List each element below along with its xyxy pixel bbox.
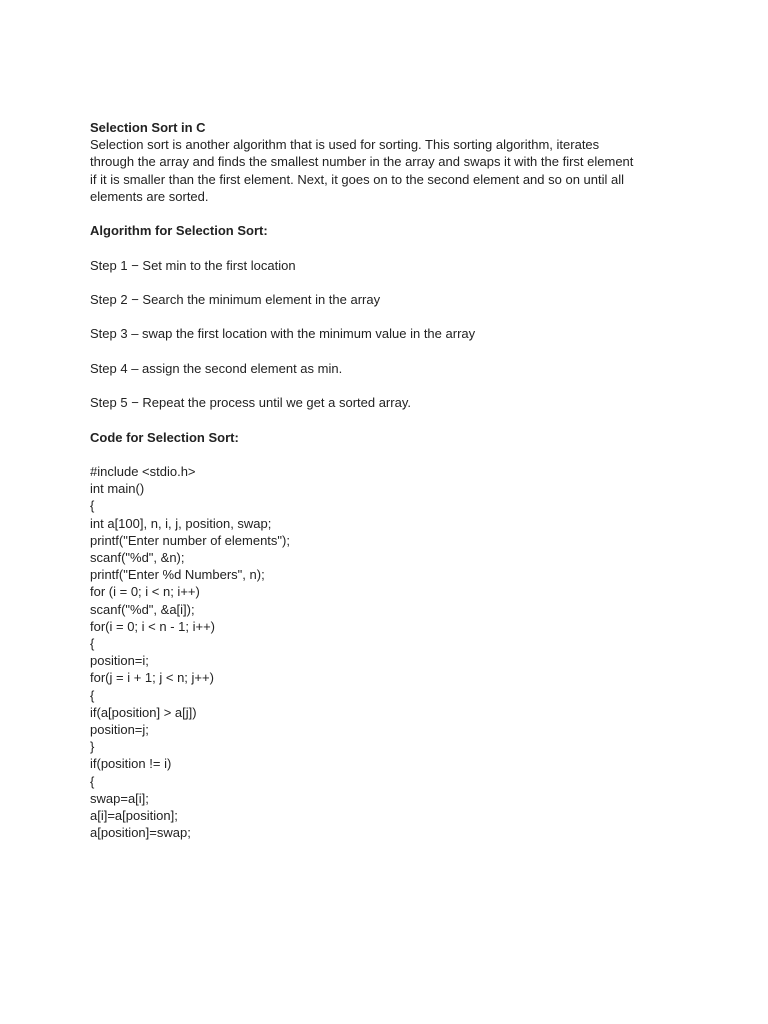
intro-line: if it is smaller than the first element. Next, it goes on to the second element and so on until all [90,171,625,187]
code-line: { [90,687,95,703]
code-line: if(position != i) [90,756,172,772]
code-line: #include <stdio.h> [90,463,196,479]
spacer [90,446,690,463]
code-line: scanf("%d", &n); [90,549,185,565]
document-page [90,119,690,841]
spacer [90,239,690,256]
code-line: scanf("%d", &a[i]); [90,601,195,617]
code-line: { [90,498,95,514]
code-line: for(j = i + 1; j < n; j++) [90,670,214,686]
code-heading: Code for Selection Sort: [90,429,239,445]
code-line: int a[100], n, i, j, position, swap; [90,515,272,531]
document-title: Selection Sort in C [90,120,206,135]
step-item: Step 2 − Search the minimum element in the array [90,291,381,307]
code-line: } [90,739,95,755]
step-item: Step 5 − Repeat the process until we get a sorted array. [90,395,411,411]
intro-paragraph [90,136,690,205]
intro-line: Selection sort is another algorithm that is used for sorting. This sorting algorithm, iterates [90,137,600,153]
steps-list [90,257,690,412]
code-line: { [90,635,95,651]
intro-line: through the array and finds the smallest number in the array and swaps it with the first element [90,154,634,170]
code-line: swap=a[i]; [90,790,149,806]
code-line: { [90,773,95,789]
code-line: printf("Enter %d Numbers", n); [90,567,265,583]
code-line: position=j; [90,721,149,737]
intro-line: elements are sorted. [90,188,209,204]
step-item: Step 1 − Set min to the first location [90,257,296,273]
step-item: Step 4 – assign the second element as min. [90,360,343,376]
code-line: a[position]=swap; [90,825,191,841]
code-block [90,463,690,841]
code-line: for (i = 0; i < n; i++) [90,584,200,600]
spacer [90,205,690,222]
code-line: for(i = 0; i < n - 1; i++) [90,618,215,634]
code-line: a[i]=a[position]; [90,808,178,823]
code-line: if(a[position] > a[j]) [90,704,197,720]
code-line: position=i; [90,653,149,669]
code-line: int main() [90,481,145,497]
algorithm-heading: Algorithm for Selection Sort: [90,223,268,239]
step-item: Step 3 – swap the first location with the minimum value in the array [90,326,476,342]
code-line: printf("Enter number of elements"); [90,532,290,548]
